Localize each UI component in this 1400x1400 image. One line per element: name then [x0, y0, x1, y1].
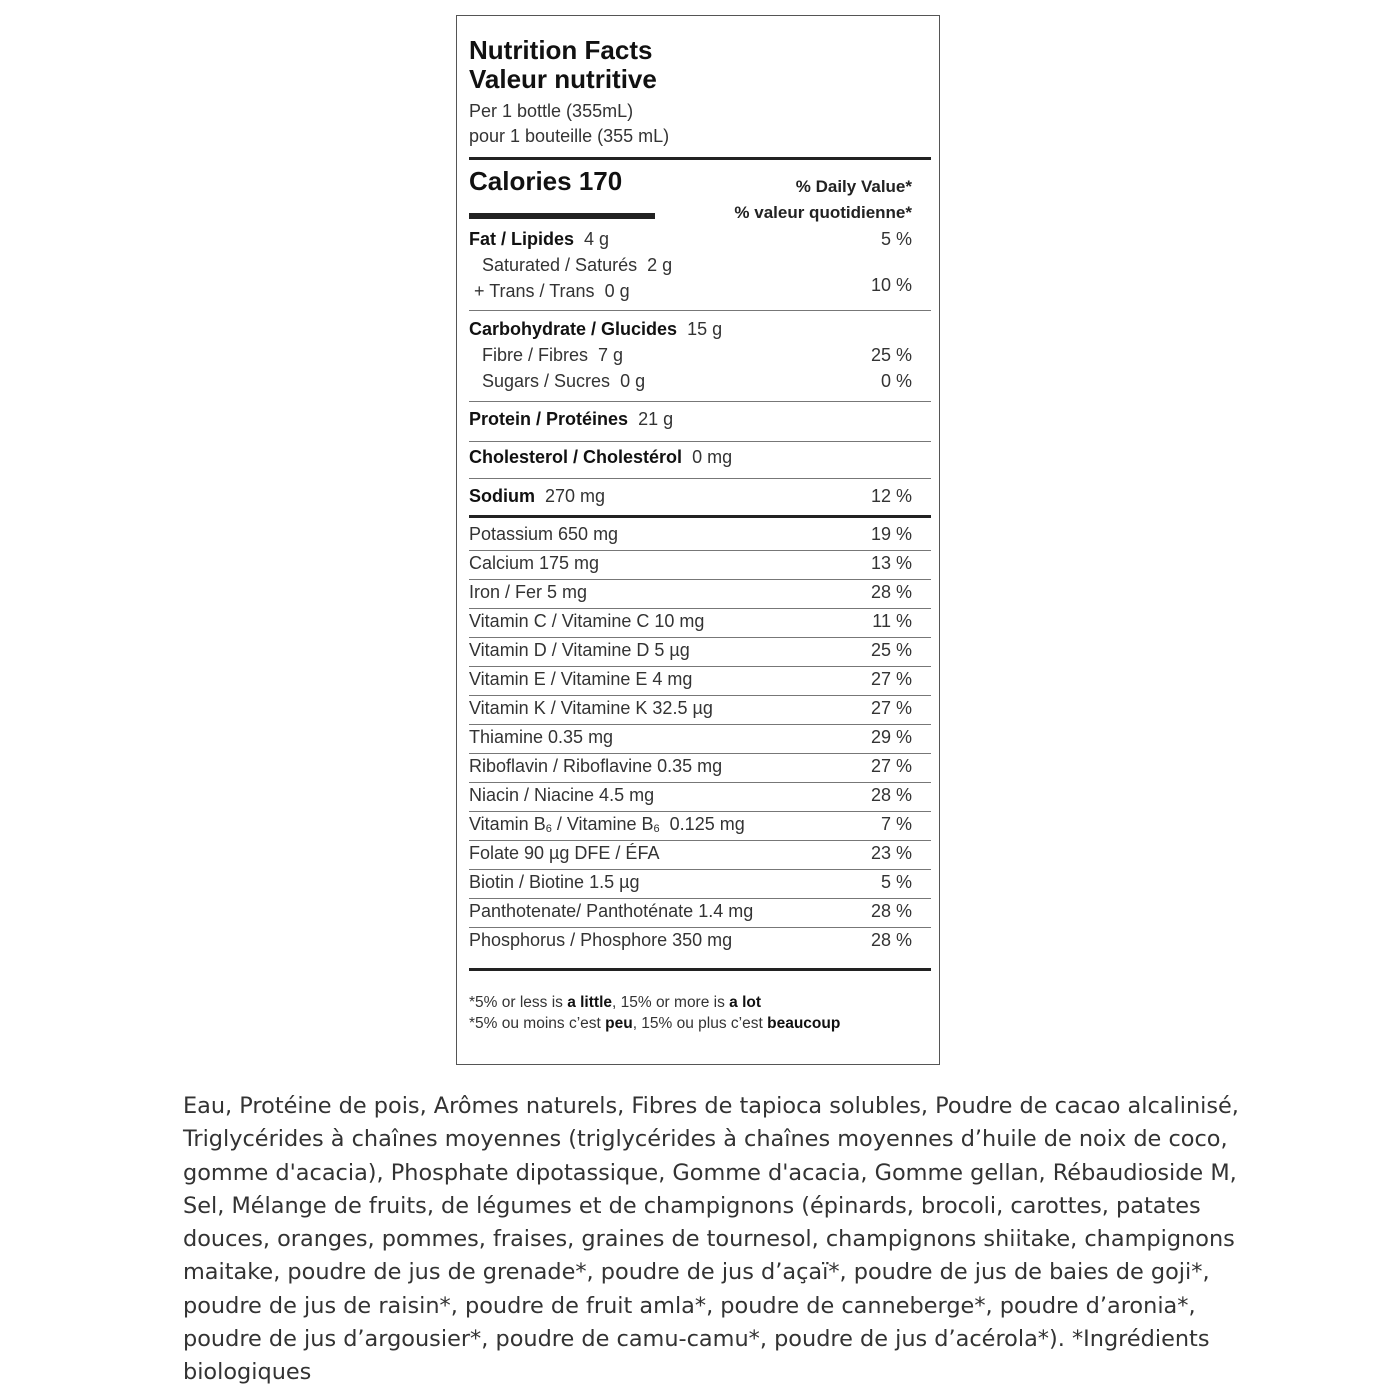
calories	[469, 166, 622, 197]
serving-size-fr: pour 1 bouteille (355 mL)	[469, 126, 670, 146]
divider	[469, 579, 931, 580]
serving-size-en: Per 1 bottle (355mL)	[469, 101, 634, 121]
title-en: Nutrition Facts	[469, 35, 653, 65]
micronutrient-row: Riboflavin / Riboflavine 0.35 mg 27 %	[469, 756, 912, 776]
divider	[469, 782, 931, 783]
fibre-percent: 25 %	[870, 345, 912, 365]
title-fr: Valeur nutritive	[469, 64, 657, 94]
divider	[469, 927, 931, 928]
nutrient-row-sodium: Sodium 270 mg 12 %	[469, 486, 912, 506]
divider-thick	[469, 968, 931, 971]
divider-thick	[469, 515, 931, 518]
footnote-fr: *5% ou moins c’est peu, 15% ou plus c’est beaucoup	[469, 1015, 841, 1032]
divider	[469, 666, 931, 667]
divider	[469, 550, 931, 551]
divider-thick	[469, 157, 931, 160]
nutrient-row-saturated: Saturated / Saturés 2 g	[482, 255, 673, 275]
micronutrient-row: Vitamin K / Vitamine K 32.5 µg 27 %	[469, 698, 912, 718]
ingredients-list: Eau, Protéine de pois, Arômes naturels, Fibres de tapioca solubles, Poudre de cacao alcalinisé, Triglycérides à chaînes moyennes (triglycérides à chaînes moyennes d’huile de noix de coco, gomme d'acacia), Phosphate dipotassique, Gomme d'acacia, Gomme gellan, Rébaudioside M, Sel, Mélange de fruits, de légumes et de champignons (épinards, brocoli, carottes, patates douces, oranges, pommes, fraises, graines de tournesol, champignons shiitake, champignons maitake, poudre de jus de grenade*, poudre de jus d’açaï*, poudre de jus de baies de goji*, poudre de jus de raisin*, poudre de fruit amla*, poudre de canneberge*, poudre d’aronia*, poudre de jus d’argousier*, poudre de camu-camu*, poudre de jus d’acérola*). *Ingrédients biologiques	[183, 1093, 1239, 1386]
micronutrient-row: Vitamin E / Vitamine E 4 mg 27 %	[469, 669, 912, 689]
divider	[469, 840, 931, 841]
divider	[469, 869, 931, 870]
daily-value-header-en: % Daily Value*	[795, 177, 912, 196]
nutrient-row-fat: Fat / Lipides 4 g 5 %	[469, 229, 912, 249]
micronutrient-row-vitamin-b6: Vitamin $B_6$ / Vitamine $B_6$ 0.125 mg 7 %	[469, 814, 912, 835]
divider	[469, 401, 931, 402]
nutrient-row-fibre: Fibre / Fibres 7 g 25 %	[482, 345, 912, 365]
micronutrient-row: Folate 90 µg DFE / ÉFA 23 %	[469, 843, 912, 863]
micronutrient-row: Thiamine 0.35 mg 29 %	[469, 727, 912, 747]
divider	[469, 637, 931, 638]
micronutrient-row: Potassium 650 mg 19 %	[469, 524, 912, 544]
divider	[469, 724, 931, 725]
sat-trans-percent-row	[469, 274, 912, 296]
nutrition-facts-table	[456, 15, 940, 1065]
micronutrient-row: Vitamin C / Vitamine C 10 mg 11 %	[469, 611, 912, 631]
calories-label: Calories	[469, 166, 572, 196]
micronutrient-row: Panthotenate/ Panthoténate 1.4 mg 28 %	[469, 901, 912, 921]
divider	[469, 441, 931, 442]
divider	[469, 695, 931, 696]
daily-value-header-fr: % valeur quotidienne*	[734, 203, 912, 222]
divider	[469, 898, 931, 899]
sugars-percent: 0 %	[880, 371, 912, 391]
footnote-en: *5% or less is a little, 15% or more is a lot	[469, 994, 762, 1011]
divider	[469, 310, 931, 311]
calories-value: 170	[578, 166, 623, 196]
micronutrient-row: Vitamin D / Vitamine D 5 µg 25 %	[469, 640, 912, 660]
calories-bar	[469, 213, 655, 219]
micronutrient-row: Phosphorus / Phosphore 350 mg 28 %	[469, 930, 912, 950]
fat-percent: 5 %	[880, 229, 912, 249]
nutrient-row-cholesterol: Cholesterol / Cholestérol 0 mg	[469, 447, 733, 467]
sat-trans-percent: 10 %	[870, 275, 912, 295]
divider	[469, 608, 931, 609]
micronutrient-row: Calcium 175 mg 13 %	[469, 553, 912, 573]
nutrient-row-carbohydrate: Carbohydrate / Glucides 15 g	[469, 319, 723, 339]
micronutrient-row: Niacin / Niacine 4.5 mg 28 %	[469, 785, 912, 805]
divider	[469, 478, 931, 479]
nutrient-row-sugars: Sugars / Sucres 0 g 0 %	[482, 371, 912, 391]
divider	[469, 811, 931, 812]
divider	[469, 753, 931, 754]
micronutrient-row: Biotin / Biotine 1.5 µg 5 %	[469, 872, 912, 892]
micronutrient-row: Iron / Fer 5 mg 28 %	[469, 582, 912, 602]
sodium-percent: 12 %	[870, 486, 912, 506]
nutrient-row-trans: + Trans / Trans 0 g	[474, 281, 630, 301]
nutrient-row-protein: Protein / Protéines 21 g	[469, 409, 674, 429]
